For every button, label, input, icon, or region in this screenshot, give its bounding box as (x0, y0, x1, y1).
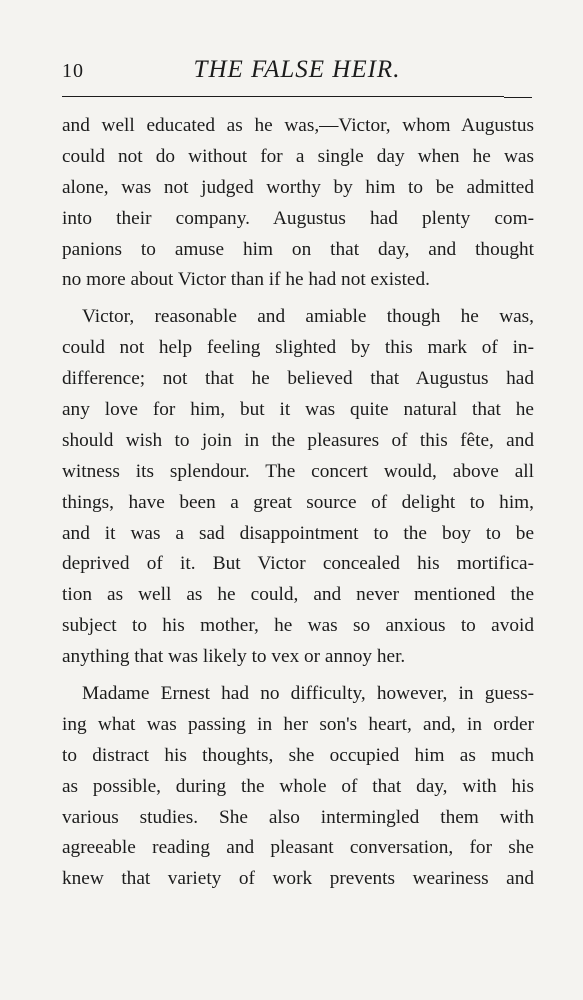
text-line: things, have been a great source of delight to him, (62, 491, 534, 513)
text-line: and it was a sad disappointment to the boy to be (62, 522, 534, 544)
text-line: ing what was passing in her son's heart, and, in order (62, 713, 534, 735)
text-line: deprived of it. But Victor concealed his mortifica- (62, 553, 534, 575)
text-line: subject to his mother, he was so anxious to avoid (62, 615, 534, 637)
text-line: Madame Ernest had no difficulty, however, in guess- (82, 683, 534, 705)
text-line: difference; not that he believed that Augustus had (62, 368, 534, 390)
text-line: as possible, during the whole of that day, with his (62, 775, 534, 797)
running-title: THE FALSE HEIR. (193, 56, 401, 83)
text-line: to distract his thoughts, she occupied him as much (62, 744, 534, 766)
text-line: could not help feeling slighted by this mark of in- (62, 337, 534, 359)
page-header (62, 56, 532, 86)
text-line: and well educated as he was,—Victor, whom Augustus (62, 115, 534, 136)
text-line: no more about Victor than if he had not existed. (62, 269, 430, 291)
text-line: witness its splendour. The concert would, above all (62, 460, 534, 482)
body-text (62, 111, 534, 895)
text-line: knew that variety of work prevents weariness and (62, 868, 534, 890)
text-line: alone, was not judged worthy by him to be admitted (62, 176, 534, 198)
text-line: into their company. Augustus had plenty com- (62, 207, 534, 229)
paragraph-2 (62, 302, 534, 673)
text-line: anything that was likely to vex or annoy her. (62, 646, 406, 668)
text-line: should wish to join in the pleasures of this fête, and (62, 429, 534, 451)
page-number: 10 (62, 60, 84, 82)
text-line: panions to amuse him on that day, and thought (62, 238, 534, 260)
header-rule (62, 96, 504, 97)
text-line: Victor, reasonable and amiable though he was, (82, 306, 534, 328)
paragraph-3 (62, 679, 534, 895)
header-rule-tail (504, 97, 532, 98)
text-line: tion as well as he could, and never mentioned the (62, 584, 534, 606)
text-line: agreeable reading and pleasant conversation, for she (62, 837, 534, 859)
text-line: could not do without for a single day when he was (62, 145, 534, 167)
text-line: various studies. She also intermingled them with (62, 806, 534, 828)
text-line: any love for him, but it was quite natural that he (62, 399, 534, 421)
paragraph-1 (62, 111, 534, 296)
